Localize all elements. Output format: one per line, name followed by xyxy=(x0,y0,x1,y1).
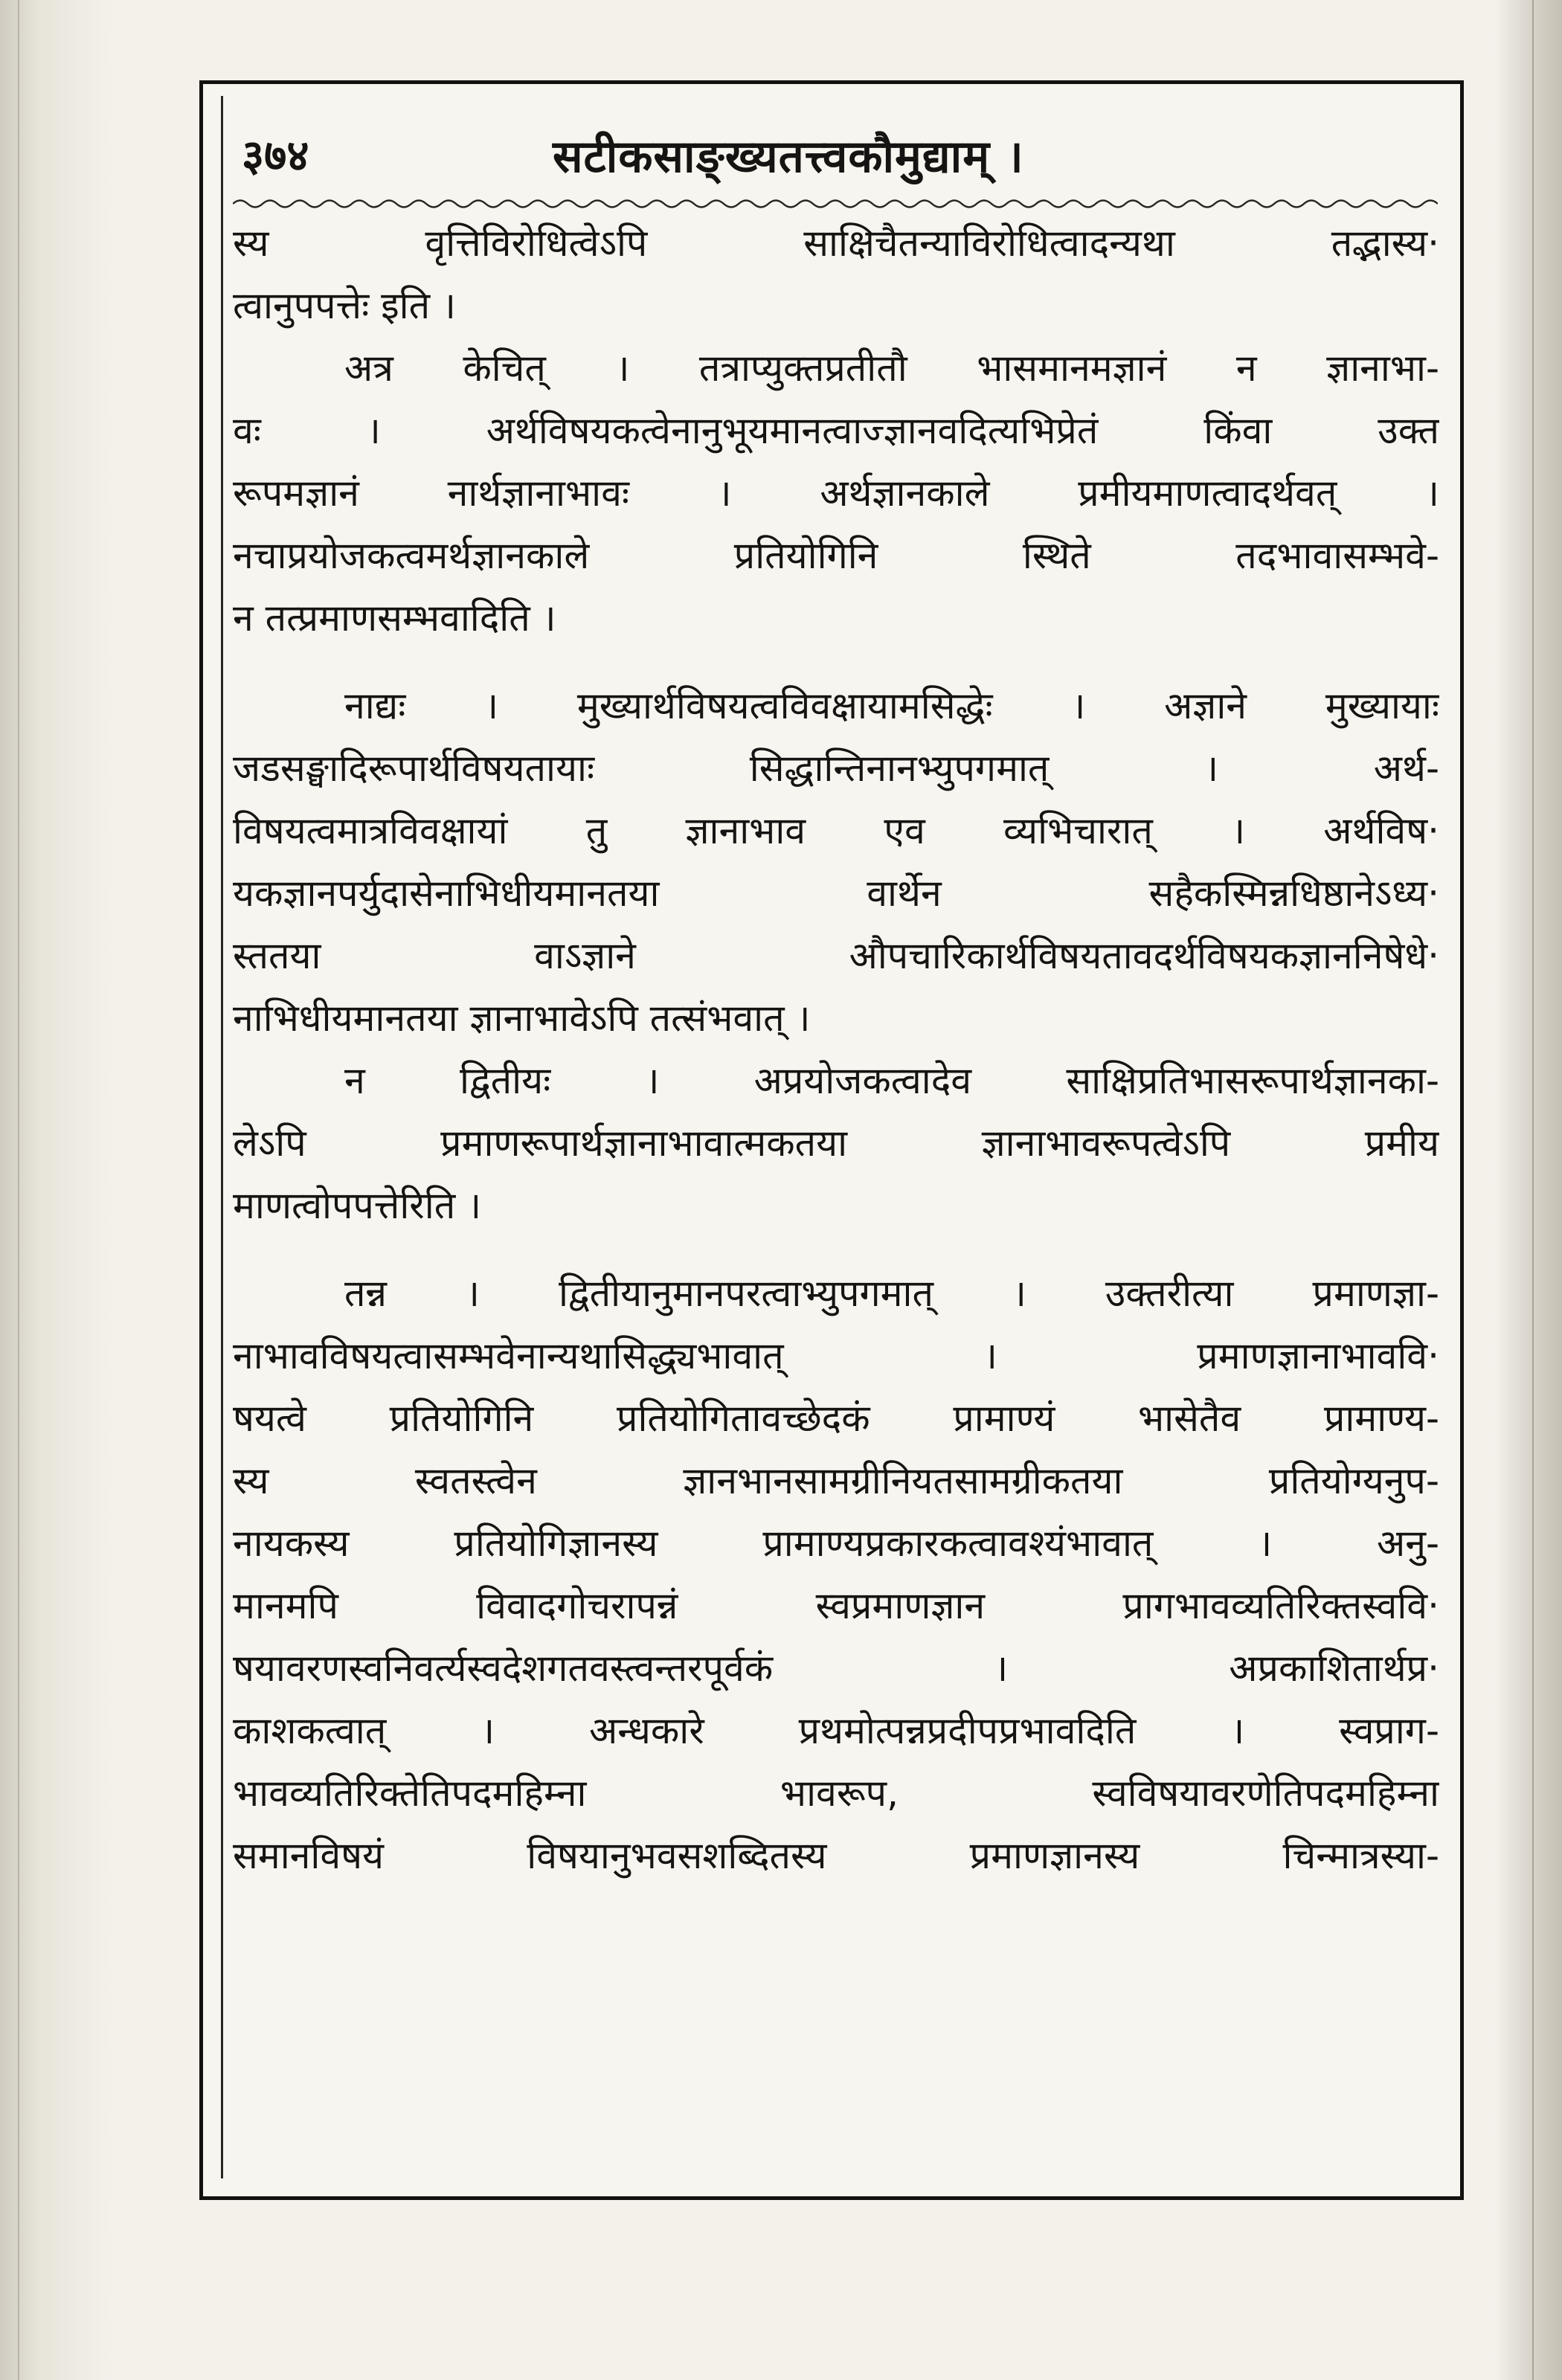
text-line: स्य स्वतस्त्वेन ज्ञानभानसामग्रीनियतसामग्रीकतया प्रतियोग्यनुप- xyxy=(233,1459,1439,1502)
text-line: नाभावविषयत्वासम्भवेनान्यथासिद्ध्यभावात् । प्रमाणज्ञानाभाववि· xyxy=(233,1334,1439,1377)
text-line: मानमपि विवादगोचरापन्नं स्वप्रमाणज्ञान प्रागभावव्यतिरिक्तस्ववि· xyxy=(233,1584,1439,1627)
text-line: षयावरणस्वनिवर्त्यस्वदेशगतवस्त्वन्तरपूर्वकं । अप्रकाशितार्थप्र· xyxy=(233,1647,1439,1690)
page-header xyxy=(240,124,1438,199)
running-title: सटीकसाङ्ख्यतत्त्वकौमुद्याम् । xyxy=(553,131,1024,183)
text-line: षयत्वे प्रतियोगिनि प्रतियोगितावच्छेदकं प्रामाण्यं भासेतैव प्रामाण्य- xyxy=(233,1397,1439,1440)
paragraph-gap xyxy=(233,649,1439,675)
paragraph-gap xyxy=(233,1237,1439,1262)
text-line: नाद्यः । मुख्यार्थविषयत्वविवक्षायामसिद्धेः । अज्ञाने मुख्यायाः xyxy=(344,684,1439,727)
text-line: नायकस्य प्रतियोगिज्ञानस्य प्रामाण्यप्रकारकत्वावश्यंभावात् । अनु- xyxy=(233,1522,1439,1565)
text-line: तन्न । द्वितीयानुमानपरत्वाभ्युपगमात् । उक्तरीत्या प्रमाणज्ञा- xyxy=(344,1272,1439,1315)
text-line: अत्र केचित् । तत्राप्युक्तप्रतीतौ भासमानमज्ञानं न ज्ञानाभा- xyxy=(344,347,1439,390)
text-line: रूपमज्ञानं नार्थज्ञानाभावः । अर्थज्ञानकाले प्रमीयमाणत्वादर्थवत् । xyxy=(233,472,1439,515)
text-line: माणत्वोपपत्तेरिति । xyxy=(233,1184,482,1227)
page-number: ३७४ xyxy=(242,130,309,181)
page-frame xyxy=(199,80,1464,2200)
text-line: विषयत्वमात्रविवक्षायां तु ज्ञानाभाव एव व्यभिचारात् । अर्थविष· xyxy=(233,809,1439,852)
text-line: काशकत्वात् । अन्धकारे प्रथमोत्पन्नप्रदीपप्रभावदिति । स्वप्राग- xyxy=(233,1709,1439,1752)
text-line: त्वानुपपत्तेः इति । xyxy=(233,284,456,327)
body-text xyxy=(233,212,1439,1887)
text-line: लेऽपि प्रमाणरूपार्थज्ञानाभावात्मकतया ज्ञानाभावरूपत्वेऽपि प्रमीय xyxy=(233,1122,1439,1165)
text-line: समानविषयं विषयानुभवसशब्दितस्य प्रमाणज्ञानस्य चिन्मात्रस्या- xyxy=(233,1834,1439,1877)
text-line: न द्वितीयः । अप्रयोजकत्वादेव साक्षिप्रतिभासरूपार्थज्ञानका- xyxy=(344,1059,1439,1102)
text-line: यकज्ञानपर्युदासेनाभिधीयमानतया वार्थेन सहैकस्मिन्नधिष्ठानेऽध्य· xyxy=(233,872,1439,915)
book-binding-shadow xyxy=(0,0,112,2380)
page-edge-shadow xyxy=(1495,0,1562,2380)
header-wavy-rule xyxy=(233,194,1438,213)
text-line: स्ततया वाऽज्ञाने औपचारिकार्थविषयतावदर्थविषयकज्ञाननिषेधे· xyxy=(233,934,1439,977)
text-line: नाभिधीयमानतया ज्ञानाभावेऽपि तत्संभवात् । xyxy=(233,997,811,1040)
frame-inner-rule xyxy=(221,96,229,2178)
text-line: नचाप्रयोजकत्वमर्थज्ञानकाले प्रतियोगिनि स्थिते तदभावासम्भवे- xyxy=(233,534,1439,577)
text-line: जडसङ्घादिरूपार्थविषयतायाः सिद्धान्तिनानभ्युपगमात् । अर्थ- xyxy=(233,747,1439,790)
text-line: स्य वृत्तिविरोधित्वेऽपि साक्षिचैतन्याविरोधित्वादन्यथा तद्भास्य· xyxy=(233,222,1439,265)
text-line: वः । अर्थविषयकत्वेनानुभूयमानत्वाज्ज्ञानवदित्यभिप्रेतं किंवा उक्त xyxy=(233,409,1439,452)
text-line: भावव्यतिरिक्तेतिपदमहिम्ना भावरूप, स्वविषयावरणेतिपदमहिम्ना xyxy=(233,1772,1439,1815)
text-line: न तत्प्रमाणसम्भवादिति । xyxy=(233,596,556,640)
